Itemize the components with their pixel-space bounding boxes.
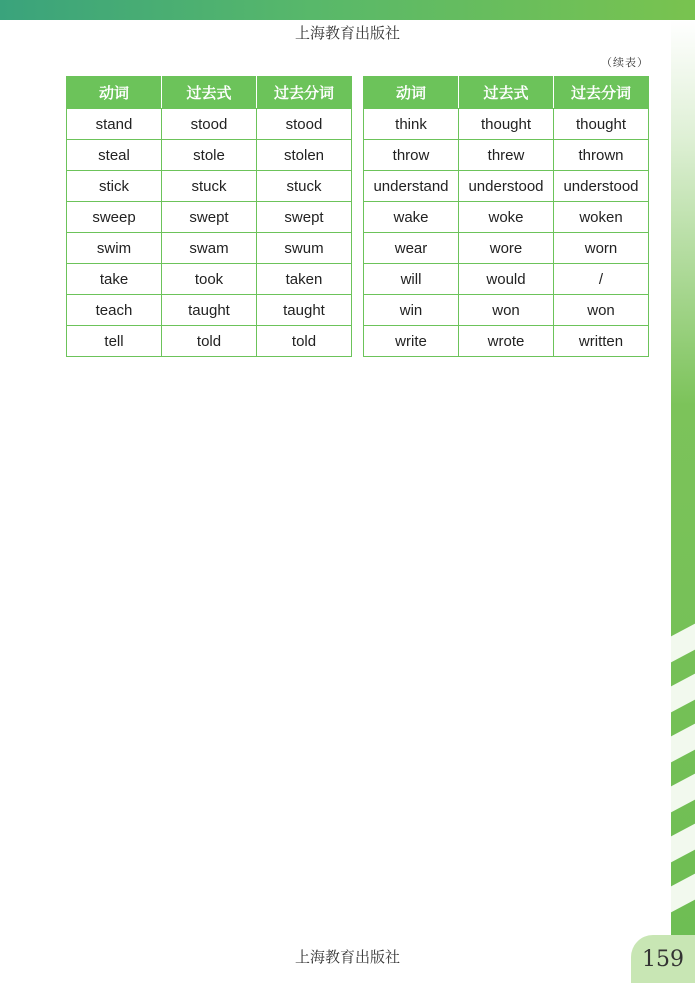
verb-cell: throw [364,140,459,171]
table-row [67,140,352,171]
table-row [364,202,649,233]
past-participle-cell: / [554,264,649,295]
past-tense-cell: understood [459,171,554,202]
table-row [364,171,649,202]
past-tense-cell: thought [459,109,554,140]
past-tense-cell: stuck [162,171,257,202]
table-row [67,233,352,264]
past-tense-cell: wrote [459,326,554,357]
verb-cell: swim [67,233,162,264]
verb-cell: tell [67,326,162,357]
past-tense-cell: stole [162,140,257,171]
past-participle-cell: stolen [257,140,352,171]
past-tense-cell: stood [162,109,257,140]
verb-cell: think [364,109,459,140]
past-participle-cell: stood [257,109,352,140]
table-row [364,326,649,357]
verb-cell: understand [364,171,459,202]
past-participle-cell: written [554,326,649,357]
past-tense-cell: woke [459,202,554,233]
verb-cell: write [364,326,459,357]
verb-table-left [66,76,352,357]
table-header-row [364,77,649,109]
header-past-tense: 过去式 [459,77,554,109]
header-verb: 动词 [364,77,459,109]
verb-cell: teach [67,295,162,326]
verb-cell: wake [364,202,459,233]
verb-cell: take [67,264,162,295]
table-row [364,140,649,171]
past-participle-cell: won [554,295,649,326]
table-row [67,171,352,202]
past-tense-cell: taught [162,295,257,326]
table-row [67,264,352,295]
footer-publisher: 上海教育出版社 [294,948,400,966]
past-participle-cell: taught [257,295,352,326]
continued-label: （续表） [601,56,649,69]
side-color-band [671,20,695,983]
verb-table-right [363,76,649,357]
verb-cell: steal [67,140,162,171]
past-tense-cell: swam [162,233,257,264]
table-row [364,109,649,140]
past-tense-cell: wore [459,233,554,264]
header-verb: 动词 [67,77,162,109]
verb-cell: win [364,295,459,326]
past-participle-cell: understood [554,171,649,202]
table-header-row [67,77,352,109]
page-number: 159 [631,935,695,983]
header-past-tense: 过去式 [162,77,257,109]
past-tense-cell: would [459,264,554,295]
table-row [67,202,352,233]
table-row [67,326,352,357]
header-past-participle: 过去分词 [257,77,352,109]
past-participle-cell: taken [257,264,352,295]
header-publisher: 上海教育出版社 [294,24,400,42]
header-past-participle: 过去分词 [554,77,649,109]
past-participle-cell: thrown [554,140,649,171]
past-participle-cell: swum [257,233,352,264]
past-participle-cell: worn [554,233,649,264]
past-participle-cell: woken [554,202,649,233]
past-tense-cell: swept [162,202,257,233]
table-row [67,109,352,140]
table-row [364,264,649,295]
verb-cell: stand [67,109,162,140]
past-participle-cell: told [257,326,352,357]
past-tense-cell: took [162,264,257,295]
past-participle-cell: swept [257,202,352,233]
top-color-band [0,0,695,20]
past-tense-cell: threw [459,140,554,171]
past-tense-cell: won [459,295,554,326]
table-row [364,233,649,264]
table-row [67,295,352,326]
verb-cell: wear [364,233,459,264]
past-participle-cell: thought [554,109,649,140]
verb-cell: will [364,264,459,295]
table-row [364,295,649,326]
past-tense-cell: told [162,326,257,357]
verb-cell: sweep [67,202,162,233]
verb-cell: stick [67,171,162,202]
past-participle-cell: stuck [257,171,352,202]
